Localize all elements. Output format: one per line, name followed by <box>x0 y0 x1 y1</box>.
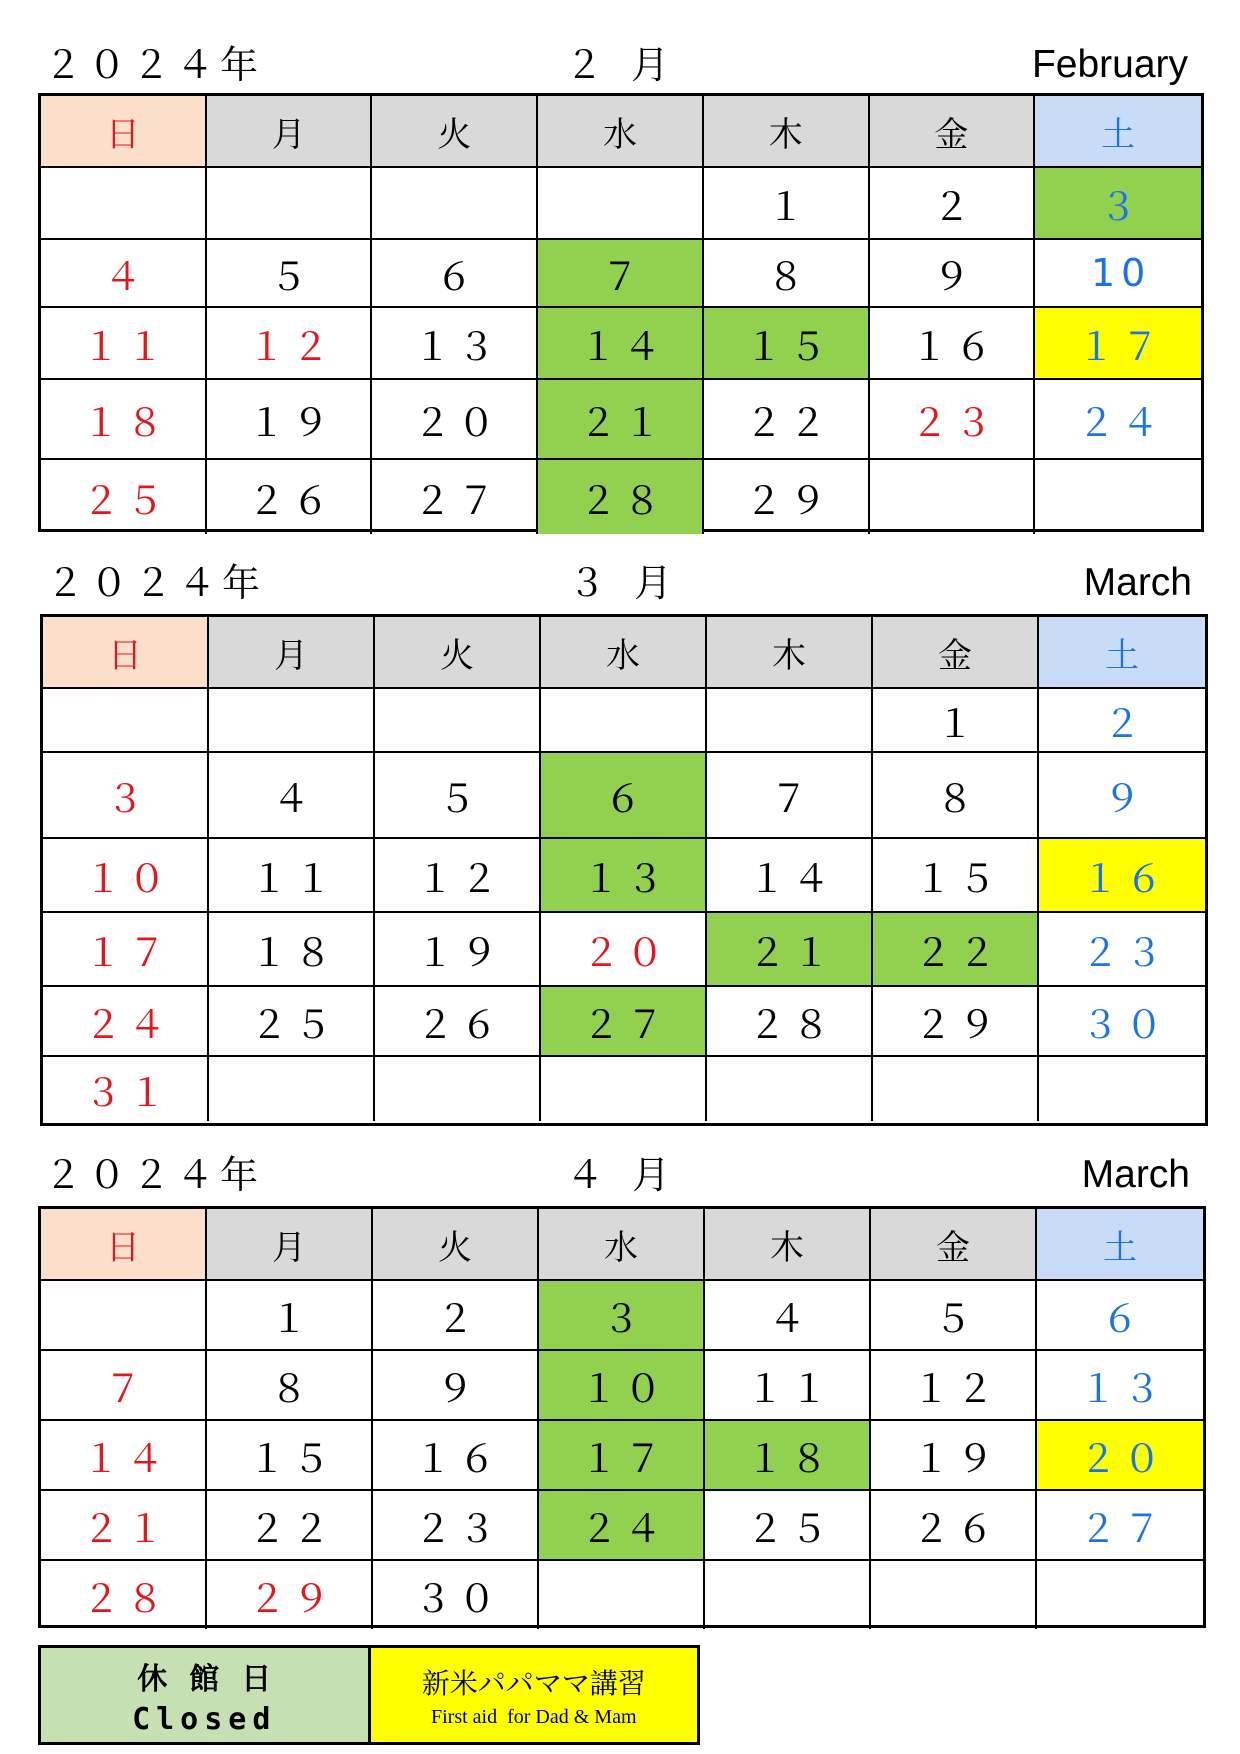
day-cell: ３０ <box>373 1561 539 1629</box>
month-grid <box>38 1206 1206 1628</box>
day-cell: ２８ <box>707 987 873 1057</box>
day-cell: １９ <box>871 1421 1037 1491</box>
weekday-header: 月 <box>207 96 373 168</box>
day-cell: １７ <box>43 913 209 987</box>
day-cell: ２１ <box>41 1491 207 1561</box>
empty-cell <box>372 168 538 240</box>
day-cell: ２２ <box>207 1491 373 1561</box>
weekday-header: 日 <box>41 96 207 168</box>
day-cell: ２ <box>373 1281 539 1351</box>
day-cell: ２０ <box>1037 1421 1203 1491</box>
day-cell: ８ <box>704 240 870 308</box>
day-cell: ２３ <box>870 380 1036 460</box>
empty-cell <box>873 1057 1039 1121</box>
day-cell: ２２ <box>873 913 1039 987</box>
weekday-header: 水 <box>539 1209 705 1281</box>
day-cell: １７ <box>1035 308 1201 380</box>
day-cell: １４ <box>41 1421 207 1491</box>
day-cell: １４ <box>707 839 873 913</box>
day-cell: １ <box>704 168 870 240</box>
day-cell: ２４ <box>43 987 209 1057</box>
day-cell: 10 <box>1035 240 1201 308</box>
day-cell: ７ <box>538 240 704 308</box>
weekday-header: 金 <box>870 96 1036 168</box>
day-cell: １８ <box>41 380 207 460</box>
legend-course <box>371 1648 698 1742</box>
weekday-header: 木 <box>704 96 870 168</box>
day-cell: ２７ <box>1037 1491 1203 1561</box>
day-cell: ２７ <box>541 987 707 1057</box>
day-cell: ２７ <box>372 460 538 534</box>
legend <box>38 1645 700 1745</box>
weekday-header: 火 <box>373 1209 539 1281</box>
day-cell: ３ <box>43 753 209 839</box>
day-cell: ２６ <box>375 987 541 1057</box>
day-cell: １０ <box>43 839 209 913</box>
day-cell: ６ <box>372 240 538 308</box>
day-cell: ２９ <box>207 1561 373 1629</box>
weekday-header: 木 <box>707 617 873 689</box>
day-cell: ２３ <box>1039 913 1205 987</box>
empty-cell <box>871 1561 1037 1629</box>
month-header <box>38 40 1204 88</box>
day-cell: ６ <box>541 753 707 839</box>
empty-cell <box>541 689 707 753</box>
weekday-header: 土 <box>1037 1209 1203 1281</box>
month-label: ３ 月 <box>567 561 681 605</box>
empty-cell <box>707 1057 873 1121</box>
day-cell: ２１ <box>538 380 704 460</box>
day-cell: ２８ <box>41 1561 207 1629</box>
empty-cell <box>539 1561 705 1629</box>
day-cell: １２ <box>871 1351 1037 1421</box>
day-cell: ２９ <box>873 987 1039 1057</box>
day-cell: １３ <box>372 308 538 380</box>
day-cell: １７ <box>539 1421 705 1491</box>
day-cell: ４ <box>209 753 375 839</box>
day-cell: ２５ <box>705 1491 871 1561</box>
day-cell: ２８ <box>538 460 704 534</box>
empty-cell <box>538 168 704 240</box>
weekday-header: 木 <box>705 1209 871 1281</box>
empty-cell <box>43 689 209 753</box>
day-cell: ８ <box>873 753 1039 839</box>
day-cell: １５ <box>704 308 870 380</box>
empty-cell <box>207 168 373 240</box>
day-cell: ９ <box>1039 753 1205 839</box>
day-cell: １９ <box>207 380 373 460</box>
day-cell: ７ <box>41 1351 207 1421</box>
year-label: ２０２４年 <box>44 43 265 87</box>
month-grid <box>40 614 1208 1126</box>
calendar-march <box>40 558 1208 1126</box>
legend-closed-jp: 休館日 <box>137 1661 294 1697</box>
month-label: ４ 月 <box>565 1153 679 1197</box>
day-cell: １１ <box>41 308 207 380</box>
weekday-header: 火 <box>372 96 538 168</box>
empty-cell <box>41 1281 207 1351</box>
day-cell: １６ <box>373 1421 539 1491</box>
legend-closed-en: Closed <box>132 1701 277 1737</box>
day-cell: １３ <box>541 839 707 913</box>
empty-cell <box>541 1057 707 1121</box>
month-english-label: March <box>1083 561 1192 604</box>
day-cell: ２４ <box>539 1491 705 1561</box>
empty-cell <box>209 1057 375 1121</box>
day-cell: ３１ <box>43 1057 209 1121</box>
month-english-label: February <box>1031 43 1188 86</box>
empty-cell <box>375 689 541 753</box>
day-cell: １ <box>207 1281 373 1351</box>
day-cell: １４ <box>538 308 704 380</box>
month-grid <box>38 93 1204 532</box>
day-cell: ３０ <box>1039 987 1205 1057</box>
day-cell: ２９ <box>704 460 870 534</box>
weekday-header: 土 <box>1039 617 1205 689</box>
calendar-february <box>38 40 1204 532</box>
empty-cell <box>375 1057 541 1121</box>
legend-closed <box>41 1648 371 1742</box>
year-label: ２０２４年 <box>44 1153 265 1197</box>
day-cell: ８ <box>207 1351 373 1421</box>
day-cell: ２１ <box>707 913 873 987</box>
month-header <box>38 1150 1206 1198</box>
day-cell: ５ <box>871 1281 1037 1351</box>
day-cell: ２６ <box>207 460 373 534</box>
empty-cell <box>707 689 873 753</box>
day-cell: １８ <box>209 913 375 987</box>
weekday-header: 水 <box>541 617 707 689</box>
day-cell: ５ <box>375 753 541 839</box>
empty-cell <box>41 168 207 240</box>
empty-cell <box>1039 1057 1205 1121</box>
day-cell: ４ <box>41 240 207 308</box>
day-cell: ５ <box>207 240 373 308</box>
day-cell: ３ <box>1035 168 1201 240</box>
weekday-header: 金 <box>873 617 1039 689</box>
calendar-april <box>38 1150 1206 1628</box>
weekday-header: 火 <box>375 617 541 689</box>
day-cell: ２０ <box>372 380 538 460</box>
day-cell: ３ <box>539 1281 705 1351</box>
day-cell: １９ <box>375 913 541 987</box>
empty-cell <box>1037 1561 1203 1629</box>
day-cell: ９ <box>870 240 1036 308</box>
weekday-header: 金 <box>871 1209 1037 1281</box>
empty-cell <box>1035 460 1201 534</box>
day-cell: ７ <box>707 753 873 839</box>
day-cell: ２５ <box>41 460 207 534</box>
empty-cell <box>209 689 375 753</box>
year-label: ２０２４年 <box>46 561 267 605</box>
day-cell: ９ <box>373 1351 539 1421</box>
day-cell: ２ <box>870 168 1036 240</box>
day-cell: ２５ <box>209 987 375 1057</box>
day-cell: ２２ <box>704 380 870 460</box>
weekday-header: 水 <box>538 96 704 168</box>
empty-cell <box>870 460 1036 534</box>
weekday-header: 月 <box>207 1209 373 1281</box>
weekday-header: 土 <box>1035 96 1201 168</box>
empty-cell <box>705 1561 871 1629</box>
legend-course-jp: 新米パパママ講習 <box>421 1666 646 1700</box>
day-cell: １ <box>873 689 1039 753</box>
legend-course-en: First aid for Dad & Mam <box>430 1705 637 1728</box>
month-header <box>40 558 1208 606</box>
day-cell: １３ <box>1037 1351 1203 1421</box>
day-cell: １５ <box>873 839 1039 913</box>
day-cell: ６ <box>1037 1281 1203 1351</box>
day-cell: ２０ <box>541 913 707 987</box>
day-cell: １２ <box>375 839 541 913</box>
day-cell: ２３ <box>373 1491 539 1561</box>
day-cell: ２４ <box>1035 380 1201 460</box>
day-cell: ２６ <box>871 1491 1037 1561</box>
weekday-header: 日 <box>43 617 209 689</box>
day-cell: １２ <box>207 308 373 380</box>
day-cell: １０ <box>539 1351 705 1421</box>
month-english-label: March <box>1081 1153 1190 1196</box>
day-cell: １６ <box>870 308 1036 380</box>
day-cell: １８ <box>705 1421 871 1491</box>
day-cell: １１ <box>705 1351 871 1421</box>
day-cell: ４ <box>705 1281 871 1351</box>
day-cell: １５ <box>207 1421 373 1491</box>
weekday-header: 日 <box>41 1209 207 1281</box>
weekday-header: 月 <box>209 617 375 689</box>
day-cell: １１ <box>209 839 375 913</box>
day-cell: ２ <box>1039 689 1205 753</box>
day-cell: １６ <box>1039 839 1205 913</box>
month-label: ２ 月 <box>564 43 678 87</box>
